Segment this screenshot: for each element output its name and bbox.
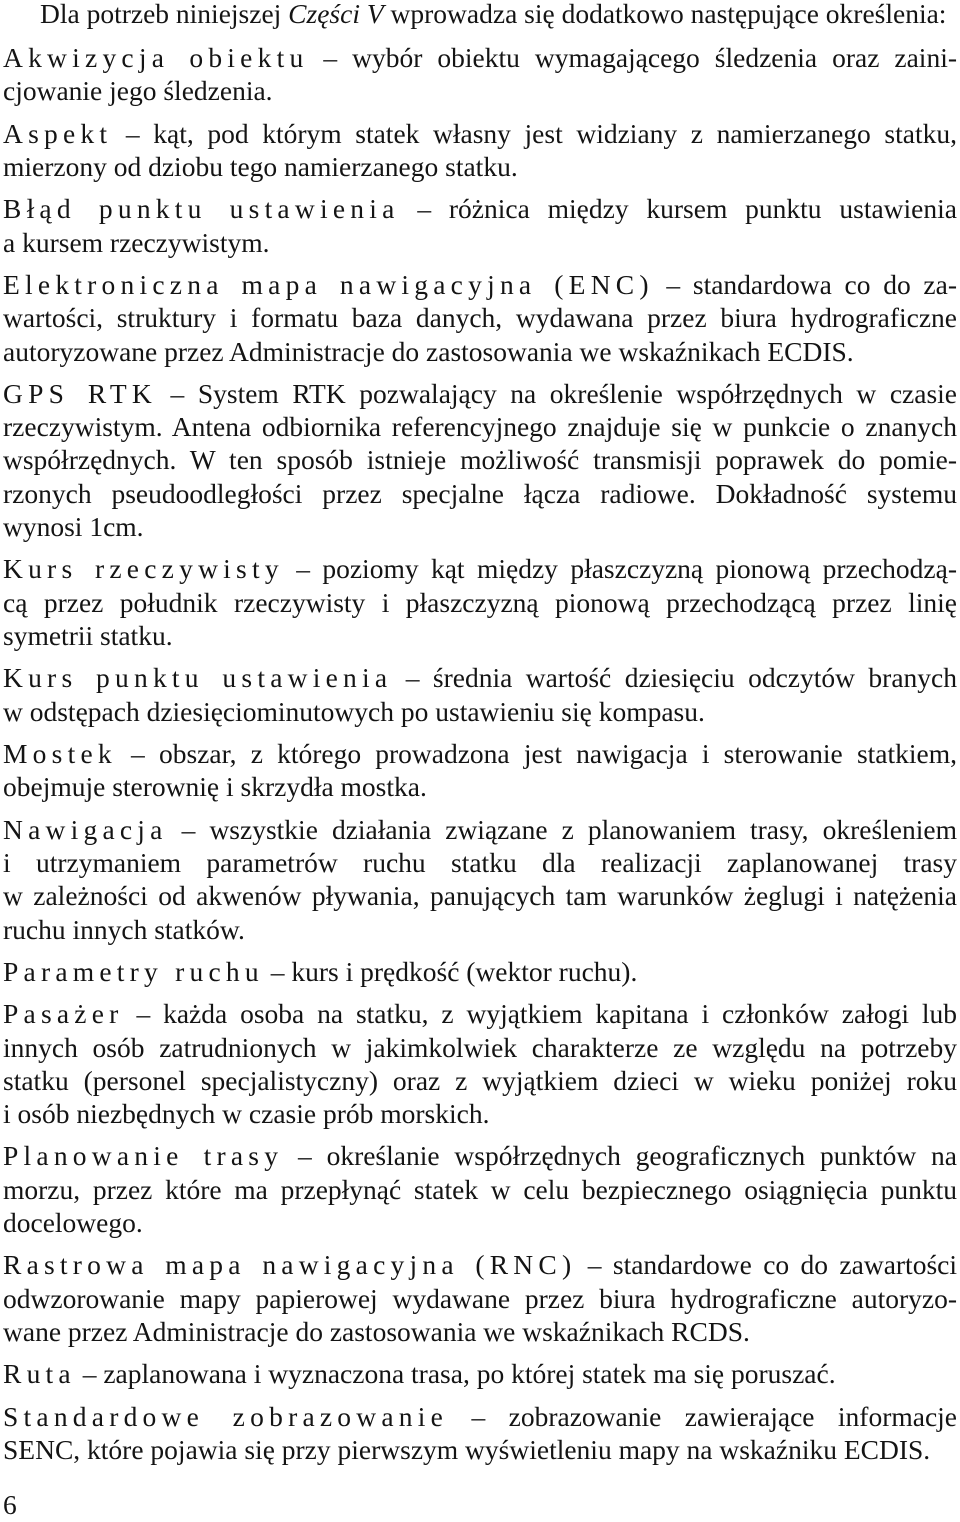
definition-term: GPS RTK [3, 377, 157, 409]
definition-line [3, 1400, 957, 1433]
definition-line: rzonych pseudoodległości przez specjalne łącza radiowe. Dokładność systemu [3, 477, 957, 509]
definition-text: – kąt, pod którym statek własny jest widziany z namierzanego statku, [112, 117, 957, 149]
definition-line: współrzędnych. W ten sposób istnieje możliwość transmisji poprawek do pomie- [3, 444, 957, 476]
definition-line: statku (personel specjalistyczny) oraz z wyjątkiem dzieci w wieku poniżej roku [3, 1064, 957, 1096]
definition-line: wynosi 1cm. [3, 511, 144, 543]
definition-kurs-rzeczywisty [3, 552, 957, 652]
definition-term: Akwizycja obiektu [3, 41, 309, 73]
definition-line: autoryzowane przez Administracje do zastosowania we wskaźnikach ECDIS. [3, 335, 854, 367]
definition-term: Aspekt [3, 117, 113, 149]
definition-ruta [3, 1357, 957, 1390]
definition-text: – poziomy kąt między płaszczyzną pionową przechodzą- [283, 553, 957, 585]
definition-term: Mostek [3, 737, 117, 769]
definition-line: i osób niezbędnych w czasie prób morskich. [3, 1098, 490, 1130]
definition-text: – każda osoba na statku, z wyjątkiem kapitana i członków załogi lub [123, 998, 957, 1030]
definition-text: – standardowe co do zawartości [576, 1249, 958, 1281]
definition-line [3, 1139, 957, 1172]
definition-mostek [3, 737, 957, 804]
definition-akwizycja-obiektu [3, 41, 957, 108]
definition-term: Pasażer [3, 998, 124, 1030]
definition-line [3, 117, 957, 150]
definition-term: Kurs punktu ustawienia [3, 662, 393, 694]
definition-line: w zależności od akwenów pływania, panujących tam warunków żeglugi i natężenia [3, 880, 957, 912]
definition-term: Rastrowa mapa nawigacyjna (RNC) [3, 1249, 577, 1281]
definition-blad-punktu-ustawienia [3, 192, 957, 259]
definition-term: Ruta [3, 1358, 76, 1390]
definition-line: SENC, które pojawia się przy pierwszym wyświetleniu mapy na wskaźniku ECDIS. [3, 1433, 931, 1465]
definition-text: – wybór obiektu wymagającego śledzenia oraz zaini- [308, 41, 957, 73]
document-body [3, 0, 957, 1466]
definition-text: – zaplanowana i wyznaczona trasa, po której statek ma się poruszać. [75, 1358, 836, 1390]
definition-line [3, 1357, 957, 1390]
definition-rnc [3, 1248, 957, 1348]
definition-line: wartości, struktury i formatu baza danych, wydawana przez biura hydrograficzne [3, 302, 957, 334]
definition-term: Standardowe zobrazowanie [3, 1400, 449, 1432]
definition-line [3, 377, 957, 410]
definition-line: innych osób zatrudnionych w jakimkolwiek charakterze ze względu na potrzeby [3, 1031, 957, 1063]
definition-line [3, 661, 957, 694]
intro-text: Dla potrzeb niniejszej [40, 0, 289, 29]
definition-aspekt [3, 117, 957, 184]
definition-line [3, 192, 957, 225]
intro-part-reference: Części V [288, 0, 384, 29]
definition-parametry-ruchu [3, 955, 957, 988]
definition-line: ruchu innych statków. [3, 913, 245, 945]
definition-gps-rtk [3, 377, 957, 544]
definition-line: mierzony od dziobu tego namierzanego statku. [3, 150, 518, 182]
definition-text: – średnia wartość dziesięciu odczytów branych [392, 662, 957, 694]
page-number: 6 [3, 1489, 17, 1520]
definition-text: – standardowa co do za- [653, 268, 957, 300]
definition-line: odwzorowanie mapy papierowej wydawane przez biura hydrograficzne autoryzo- [3, 1282, 957, 1314]
definition-line: rzeczywistym. Antena odbiornika referencyjnego znajduje się w punkcie o znanych [3, 411, 957, 443]
definition-line [3, 552, 957, 585]
definition-line [3, 41, 957, 74]
definition-line [3, 1248, 957, 1281]
intro-paragraph [3, 0, 957, 30]
definition-pasazer [3, 997, 957, 1131]
definition-planowanie-trasy [3, 1139, 957, 1239]
definition-kurs-punktu-ustawienia [3, 661, 957, 728]
definition-text: – wszystkie działania związane z planowaniem trasy, określeniem [167, 813, 957, 845]
definition-term: Nawigacja [3, 813, 168, 845]
intro-text-end: wprowadza się dodatkowo następujące określenia: [383, 0, 947, 29]
definition-text: – kurs i prędkość (wektor ruchu). [263, 955, 638, 987]
definition-line [3, 997, 957, 1030]
definition-term: Planowanie trasy [3, 1140, 284, 1172]
definition-text: – System RTK pozwalający na określenie współrzędnych w czasie [156, 377, 957, 409]
definition-line: w odstępach dziesięciominutowych po ustawieniu się kompasu. [3, 695, 705, 727]
definition-line [3, 955, 957, 988]
definition-line [3, 268, 957, 301]
definition-text: – różnica między kursem punktu ustawienia [399, 193, 957, 225]
definition-line: obejmuje sterownię i skrzydła mostka. [3, 771, 427, 803]
definition-term: Parametry ruchu [3, 955, 264, 987]
definition-term: Elektroniczna mapa nawigacyjna (ENC) [3, 268, 654, 300]
definition-line: morzu, przez które ma przepłynąć statek w celu bezpiecznego osiągnięcia punktu [3, 1173, 957, 1205]
definition-line [3, 737, 957, 770]
definition-enc [3, 268, 957, 368]
definition-nawigacja [3, 813, 957, 947]
definition-line [3, 813, 957, 846]
definition-text: – zobrazowanie zawierające informacje [448, 1400, 958, 1432]
definition-text: – obszar, z którego prowadzona jest nawigacja i sterowanie statkiem, [116, 737, 957, 769]
definition-line: docelowego. [3, 1207, 143, 1239]
definition-standardowe-zobrazowanie [3, 1400, 957, 1467]
definition-term: Błąd punktu ustawienia [3, 193, 400, 225]
definition-line: cjowanie jego śledzenia. [3, 75, 273, 107]
definition-line: symetrii statku. [3, 620, 173, 652]
definition-text: – określanie współrzędnych geograficznych punktów na [283, 1140, 958, 1172]
definition-line: i utrzymaniem parametrów ruchu statku dla realizacji zaplanowanej trasy [3, 846, 957, 878]
definition-term: Kurs rzeczywisty [3, 553, 284, 585]
definition-line: wane przez Administracje do zastosowania we wskaźnikach RCDS. [3, 1316, 750, 1348]
definition-line: a kursem rzeczywistym. [3, 226, 270, 258]
definition-line: cą przez południk rzeczywisty i płaszczyzną pionową przechodzącą przez linię [3, 586, 957, 618]
